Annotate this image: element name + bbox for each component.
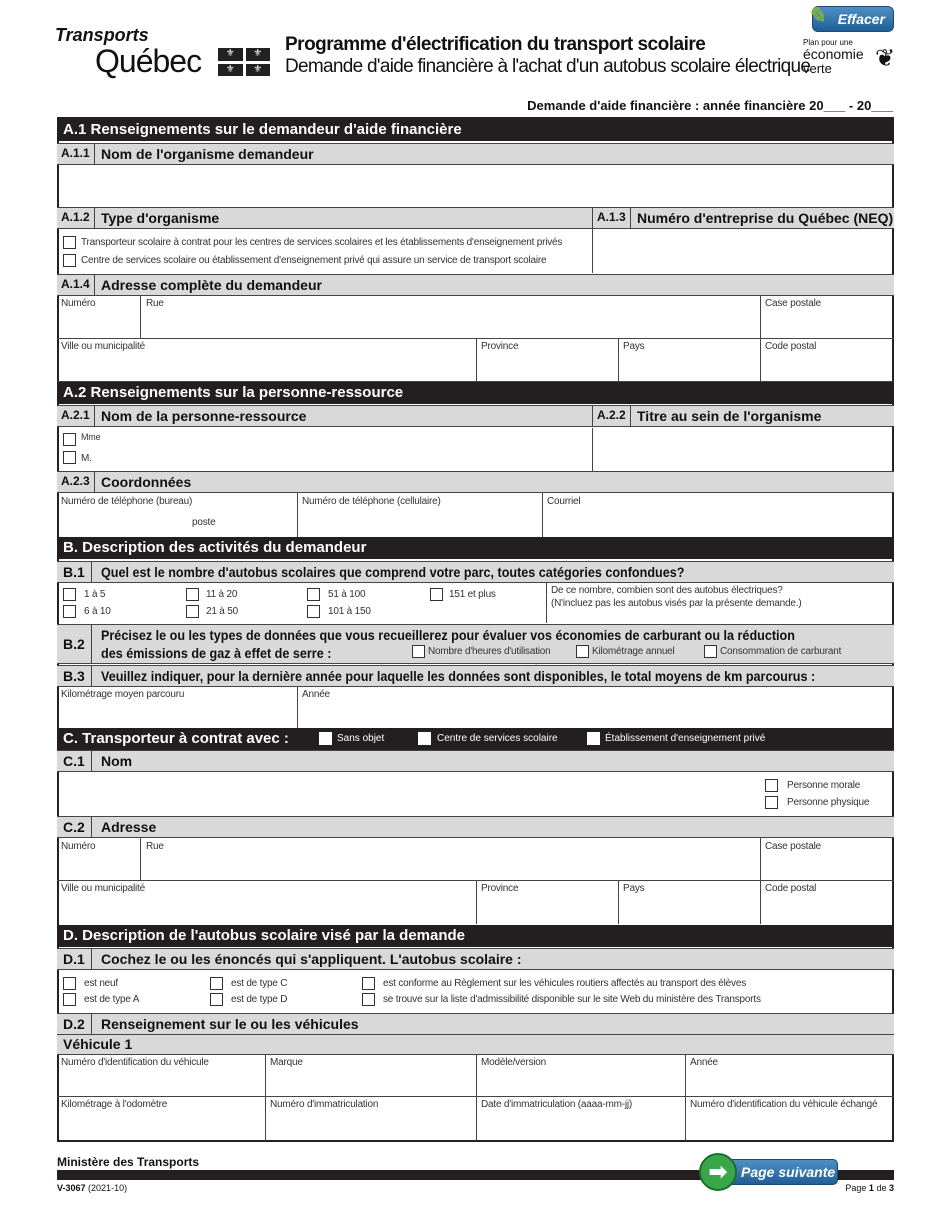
vehicle-annee-field[interactable]: Année <box>690 1057 718 1068</box>
b1-header: B.1 Quel est le nombre d'autobus scolaires que comprend votre parc, toutes catégories confondues? <box>57 561 894 583</box>
section-c-title: C. Transporteur à contrat avec : Sans objet Centre de services scolaire Établissement d'enseignement privé <box>57 728 894 750</box>
pays-field[interactable]: Pays <box>623 341 645 352</box>
clear-button[interactable]: ✎ Effacer <box>812 6 894 32</box>
case-postale-field[interactable]: Case postale <box>765 298 821 309</box>
vehicle-1-header: Véhicule 1 <box>57 1035 894 1055</box>
next-page-button[interactable]: Page suivante ➡ <box>720 1159 838 1185</box>
annee-field[interactable]: Année <box>302 689 330 700</box>
numero-field[interactable]: Numéro <box>61 298 96 309</box>
fleur-de-lys-flag-icon: ⚜ ⚜ ⚜ ⚜ <box>218 48 270 76</box>
fleet-21-50-checkbox[interactable] <box>186 605 199 618</box>
type2-checkbox[interactable] <box>63 254 76 267</box>
logo-quebec: Québec <box>95 43 202 79</box>
logo <box>55 26 275 80</box>
type-a-checkbox[interactable] <box>63 993 76 1006</box>
tel-bureau-field[interactable]: Numéro de téléphone (bureau) <box>61 496 193 507</box>
page-subtitle: Demande d'aide financière à l'achat d'un autobus scolaire électrique <box>285 56 811 77</box>
c1-header: C.1 Nom <box>57 750 894 772</box>
logo-transports: Transports <box>55 25 149 45</box>
date-immatriculation-field[interactable]: Date d'immatriculation (aaaa-mm-jj) <box>481 1099 633 1110</box>
immatriculation-field[interactable]: Numéro d'immatriculation <box>270 1099 379 1110</box>
province-field[interactable]: Province <box>481 341 519 352</box>
km-moyen-field[interactable]: Kilométrage moyen parcouru <box>61 689 185 700</box>
courriel-field[interactable]: Courriel <box>547 496 581 507</box>
sans-objet-checkbox[interactable] <box>319 732 332 745</box>
b2-header: B.2 Précisez le ou les types de données que vous recueillerez pour évaluer vos économies de carburant ou la réduction des émissions de gaz à effet de serre : <box>57 624 894 664</box>
hours-checkbox[interactable] <box>412 645 425 658</box>
conforme-checkbox[interactable] <box>362 977 375 990</box>
type1-checkbox[interactable] <box>63 236 76 249</box>
fleet-51-100-checkbox[interactable] <box>307 588 320 601</box>
annual-km-checkbox[interactable] <box>576 645 589 658</box>
form-code: V-3067 (2021-10) <box>57 1183 128 1193</box>
footer-ministry: Ministère des Transports <box>57 1155 200 1169</box>
economie-verte-logo: Plan pour une économie verte ❦ <box>803 38 896 76</box>
a12-header: A.1.2 Type d'organisme A.1.3 Numéro d'entreprise du Québec (NEQ) <box>57 207 894 229</box>
fleet-1-5-checkbox[interactable] <box>63 588 76 601</box>
code-postal-field[interactable]: Code postal <box>765 341 817 352</box>
fiscal-year-field[interactable]: Demande d'aide financière : année financière 20___ - 20___ <box>527 98 893 113</box>
liste-admissibilite-checkbox[interactable] <box>362 993 375 1006</box>
centre-services-checkbox[interactable] <box>418 732 431 745</box>
a23-header: A.2.3 Coordonnées <box>57 471 894 493</box>
pencil-icon: ✎ <box>807 3 826 28</box>
c-numero-field[interactable]: Numéro <box>61 841 96 852</box>
transporteur-name-input[interactable] <box>59 774 749 814</box>
c-case-postale-field[interactable]: Case postale <box>765 841 821 852</box>
type-d-checkbox[interactable] <box>210 993 223 1006</box>
d2-header: D.2 Renseignement sur le ou les véhicules <box>57 1013 894 1035</box>
d1-header: D.1 Cochez le ou les énoncés qui s'appliquent. L'autobus scolaire : <box>57 948 894 970</box>
c-code-postal-field[interactable]: Code postal <box>765 883 817 894</box>
fleet-101-150-checkbox[interactable] <box>307 605 320 618</box>
mme-checkbox[interactable] <box>63 433 76 446</box>
poste-field[interactable]: poste <box>192 517 216 528</box>
arrow-right-icon: ➡ <box>699 1153 737 1191</box>
neq-input[interactable] <box>594 230 892 272</box>
type-c-checkbox[interactable] <box>210 977 223 990</box>
leaf-icon: ❦ <box>875 45 896 72</box>
a21-header: A.2.1 Nom de la personne-ressource A.2.2 Titre au sein de l'organisme <box>57 405 894 427</box>
section-a1-title: A.1 Renseignements sur le demandeur d'aide financière <box>57 119 894 141</box>
c-ville-field[interactable]: Ville ou municipalité <box>61 883 145 894</box>
fleet-151-plus-checkbox[interactable] <box>430 588 443 601</box>
marque-field[interactable]: Marque <box>270 1057 303 1068</box>
vin-echange-field[interactable]: Numéro d'identification du véhicule échangé <box>690 1099 878 1110</box>
m-checkbox[interactable] <box>63 451 76 464</box>
a11-header: A.1.1 Nom de l'organisme demandeur <box>57 143 894 165</box>
c2-header: C.2 Adresse <box>57 816 894 838</box>
page-number: Page 1 de 3 <box>845 1183 894 1193</box>
fleet-11-20-checkbox[interactable] <box>186 588 199 601</box>
fleet-6-10-checkbox[interactable] <box>63 605 76 618</box>
personne-morale-checkbox[interactable] <box>765 779 778 792</box>
electric-count-field[interactable]: De ce nombre, combien sont des autobus électriques? <box>551 585 783 596</box>
rue-field[interactable]: Rue <box>146 298 164 309</box>
vin-field[interactable]: Numéro d'identification du véhicule <box>61 1057 209 1068</box>
etablissement-prive-checkbox[interactable] <box>587 732 600 745</box>
c-rue-field[interactable]: Rue <box>146 841 164 852</box>
fuel-consumption-checkbox[interactable] <box>704 645 717 658</box>
b3-header: B.3 Veuillez indiquer, pour la dernière année pour laquelle les données sont disponibles, le total moyens de km parcourus : <box>57 665 894 687</box>
organization-name-input[interactable] <box>59 165 892 206</box>
c-pays-field[interactable]: Pays <box>623 883 645 894</box>
tel-cell-field[interactable]: Numéro de téléphone (cellulaire) <box>302 496 441 507</box>
neuf-checkbox[interactable] <box>63 977 76 990</box>
c-province-field[interactable]: Province <box>481 883 519 894</box>
personne-physique-checkbox[interactable] <box>765 796 778 809</box>
section-b-title: B. Description des activités du demandeur <box>57 537 894 559</box>
ville-field[interactable]: Ville ou municipalité <box>61 341 145 352</box>
section-a2-title: A.2 Renseignements sur la personne-ressource <box>57 382 894 404</box>
modele-field[interactable]: Modèle/version <box>481 1057 547 1068</box>
page-title: Programme d'électrification du transport scolaire <box>285 34 706 55</box>
a14-header: A.1.4 Adresse complète du demandeur <box>57 274 894 296</box>
section-d-title: D. Description de l'autobus scolaire visé par la demande <box>57 925 894 947</box>
odometre-field[interactable]: Kilométrage à l'odomètre <box>61 1099 168 1110</box>
